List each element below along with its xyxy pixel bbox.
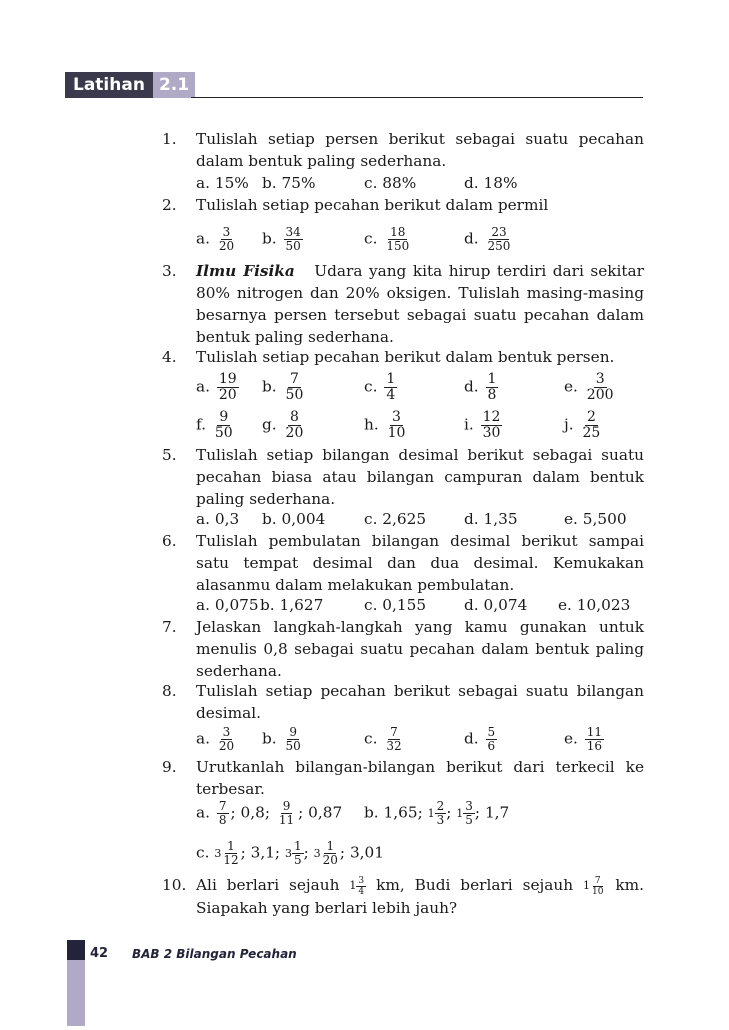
fraction: $\frac{34}{50}$ (285, 225, 301, 253)
fraction: $\frac{3}{20}$ (218, 225, 235, 253)
fraction: $\frac{2}{25}$ (582, 409, 601, 441)
fraction: $\frac{5}{6}$ (487, 725, 496, 753)
footer-marker (67, 940, 85, 960)
option-letter: a. (196, 229, 210, 248)
option: b. 75% (262, 174, 316, 192)
question-number: 5. (162, 446, 177, 464)
fraction: $\frac{23}{250}$ (487, 225, 511, 253)
question-7 (162, 616, 644, 682)
option-letter: c. (364, 229, 378, 248)
question-number: 4. (162, 348, 177, 366)
exercise-number: 2.1 (153, 72, 195, 98)
fraction: $\frac{8}{20}$ (285, 409, 304, 441)
question-9 (162, 756, 644, 800)
mixed-number: 1 $\frac{7}{10}$ (582, 875, 604, 897)
fraction: $\frac{1}{8}$ (487, 371, 497, 403)
mixed-number: 3 $\frac{1}{12}$ (214, 839, 239, 867)
question-text: Jelaskan langkah-langkah yang kamu gunakan untuk menulis 0,8 sebagai suatu pecahan dalam bentuk paling sederhana. (196, 618, 644, 680)
option: a. 15% (196, 174, 249, 192)
fraction: $\frac{7}{50}$ (285, 371, 304, 403)
option-letter: d. (464, 229, 479, 248)
mixed-number: 3 $\frac{1}{20}$ (313, 839, 338, 867)
question-number: 7. (162, 618, 177, 636)
fraction: $\frac{7}{32}$ (386, 725, 402, 753)
page-number: 42 (90, 946, 109, 961)
option-letter: b. (262, 229, 277, 248)
question-text: Siapakah yang berlari lebih jauh? (196, 899, 458, 917)
question-number: 6. (162, 532, 177, 550)
question-lead: Ilmu Fisika (196, 262, 295, 280)
fraction: $\frac{3}{200}$ (586, 371, 614, 403)
fraction: $\frac{9}{11}$ (278, 799, 295, 827)
question-text: Urutkanlah bilangan-bilangan berikut dari terkecil ke terbesar. (196, 758, 644, 798)
fraction: $\frac{19}{20}$ (218, 371, 237, 403)
question-4 (162, 346, 644, 368)
question-10: 10. Ali berlari sejauh 1 $\frac{3}{4}$ km, Budi berlari sejauh 1 $\frac{7}{10}$ km. Siapakah yang berlari lebih jauh? (162, 875, 644, 917)
question-text: Tulislah setiap pecahan berikut sebagai suatu bilangan desimal. (196, 682, 644, 722)
question-8 (162, 680, 644, 724)
mixed-number: 1 $\frac{3}{5}$ (456, 799, 473, 827)
question-text: Tulislah setiap persen berikut sebagai suatu pecahan dalam bentuk paling sederhana. (196, 130, 644, 170)
fraction: $\frac{1}{4}$ (386, 371, 396, 403)
question-number: 9. (162, 758, 177, 776)
mixed-number: 3 $\frac{1}{5}$ (284, 839, 302, 867)
question-text: Tulislah setiap bilangan desimal berikut sebagai suatu pecahan biasa atau bilangan campuran dalam bentuk paling sederhana. (196, 446, 644, 508)
fraction: $\frac{11}{16}$ (586, 725, 603, 753)
question-number: 10. (162, 876, 187, 894)
question-number: 1. (162, 130, 177, 148)
question-text: Tulislah setiap pecahan berikut dalam bentuk persen. (196, 348, 615, 366)
mixed-number: 1 $\frac{3}{4}$ (349, 875, 365, 897)
question-2 (162, 194, 644, 216)
fraction: $\frac{18}{150}$ (386, 225, 410, 253)
question-3 (162, 260, 644, 348)
question-number: 2. (162, 196, 177, 214)
mixed-number: 1 $\frac{2}{3}$ (427, 799, 445, 827)
header-rule (191, 97, 643, 98)
fraction: $\frac{7}{8}$ (218, 799, 227, 827)
question-number: 8. (162, 682, 177, 700)
question-6 (162, 530, 644, 596)
fraction: $\frac{3}{10}$ (387, 409, 406, 441)
fraction: $\frac{9}{50}$ (214, 409, 233, 441)
fraction: $\frac{9}{50}$ (285, 725, 301, 753)
question-5 (162, 444, 644, 510)
option: d. 18% (464, 174, 518, 192)
fraction: $\frac{3}{20}$ (218, 725, 235, 753)
question-text: Tulislah pembulatan bilangan desimal berikut sampai satu tempat desimal dan dua desimal. Kemukakan alasanmu dalam melakukan pembulatan. (196, 532, 644, 594)
option: c. 88% (364, 174, 417, 192)
question-1 (162, 128, 644, 172)
question-number: 3. (162, 262, 177, 280)
exercise-header (65, 72, 195, 98)
chapter-title: BAB 2 Bilangan Pecahan (132, 947, 297, 961)
question-text: Tulislah setiap pecahan berikut dalam permil (196, 196, 549, 214)
exercise-label: Latihan (65, 72, 153, 98)
fraction: $\frac{12}{30}$ (482, 409, 501, 441)
question-text: Udara yang kita hirup terdiri dari sekitar 80% nitrogen dan 20% oksigen. Tulislah masing-masing besarnya persen tersebut sebagai suatu pecahan dalam bentuk paling sederhana. (196, 262, 644, 346)
